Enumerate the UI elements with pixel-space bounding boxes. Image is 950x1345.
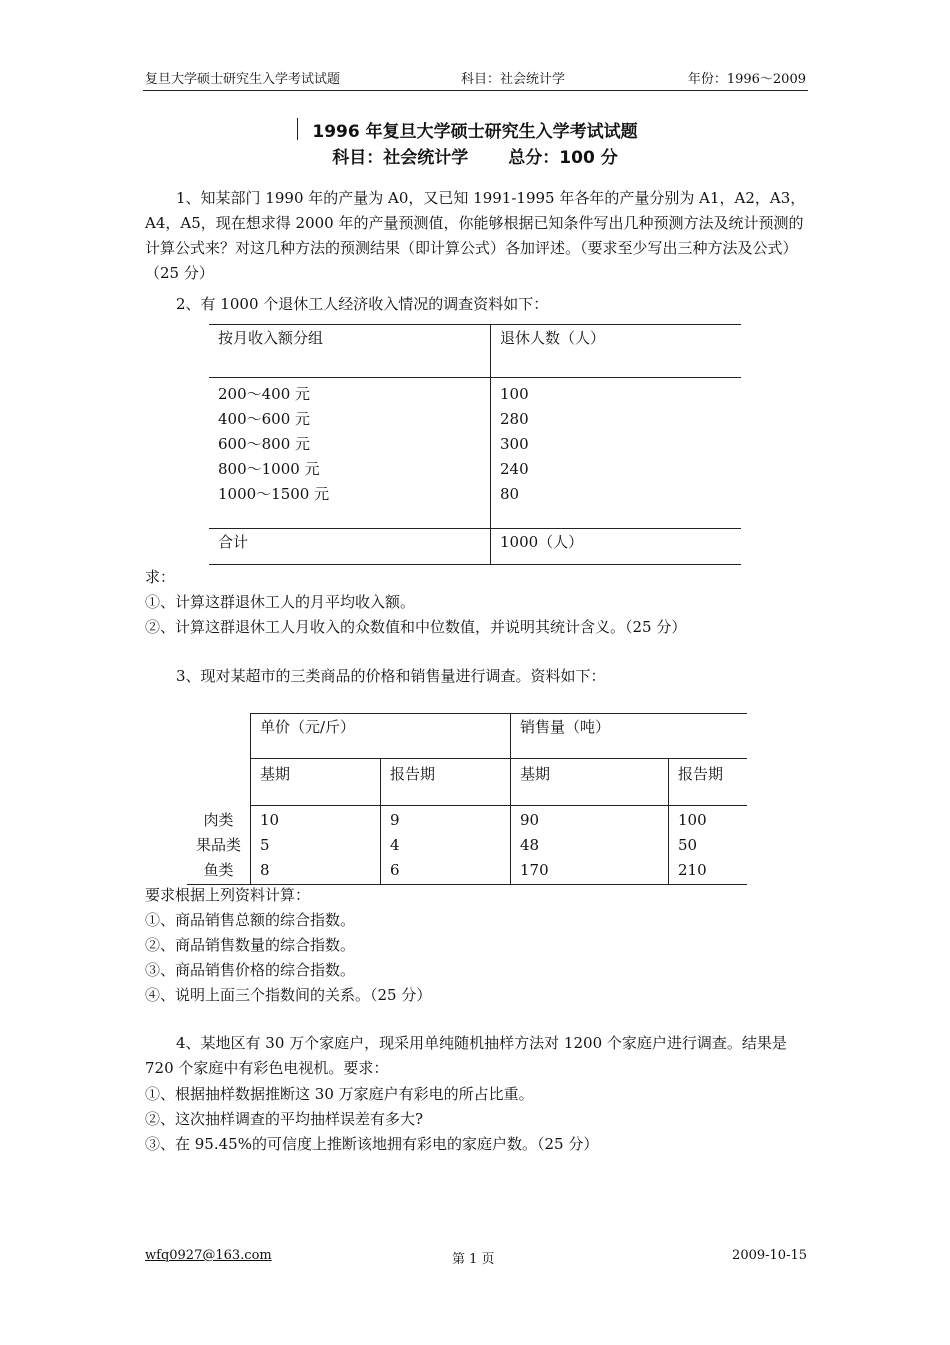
total-value: 1000（人） (491, 529, 742, 565)
corner-cell (187, 759, 251, 806)
income-group: 200～400 元 (218, 385, 311, 403)
question-3-item-2: ②、商品销售数量的综合指数。 (145, 936, 356, 954)
category: 果品类 (195, 835, 241, 854)
retiree-count: 280 (500, 410, 529, 428)
price-base-header: 基期 (251, 759, 381, 806)
footer-email[interactable]: wfq0927@163.com (145, 1248, 272, 1263)
income-table (209, 324, 741, 565)
volume-report-header: 报告期 (669, 759, 748, 806)
page-header (143, 66, 808, 91)
question-3-item-4: ④、说明上面三个指数间的关系。（25 分） (145, 986, 432, 1004)
price-base-value: 8 (260, 861, 270, 879)
question-4-item-3: ③、在 95.45%的可信度上推断该地拥有彩电的家庭户数。（25 分） (145, 1135, 599, 1153)
volume-base-header: 基期 (511, 759, 669, 806)
corner-cell (187, 714, 251, 759)
retiree-counts-cell (491, 378, 742, 529)
category: 肉类 (203, 810, 234, 829)
question-3-item-1: ①、商品销售总额的综合指数。 (145, 911, 356, 929)
volume-base-value: 90 (520, 811, 540, 829)
header-subject: 科目：社会统计学 (461, 72, 566, 87)
volume-header: 销售量（吨） (511, 714, 748, 759)
volume-base-value: 48 (520, 836, 540, 854)
volume-report-cell (669, 806, 748, 885)
volume-base-value: 170 (520, 861, 549, 879)
price-base-value: 5 (260, 836, 270, 854)
question-2-ask: 求： (145, 568, 176, 586)
price-base-value: 10 (260, 811, 280, 829)
volume-report-value: 100 (678, 811, 707, 829)
income-groups-cell (209, 378, 491, 529)
question-4-item-2: ②、这次抽样调查的平均抽样误差有多大? (145, 1110, 424, 1128)
price-base-cell (251, 806, 381, 885)
income-group: 1000～1500 元 (218, 485, 330, 503)
retiree-count-header: 退休人数（人） (491, 325, 742, 378)
exam-subtitle (0, 143, 950, 168)
retiree-count: 80 (500, 485, 520, 503)
question-3-item-3: ③、商品销售价格的综合指数。 (145, 961, 356, 979)
subject-label: 科目：社会统计学 (332, 148, 469, 168)
header-school: 复旦大学硕士研究生入学考试试题 (145, 72, 341, 87)
income-group: 800～1000 元 (218, 460, 320, 478)
footer-page-number: 第 1 页 (452, 1252, 495, 1267)
income-group: 600～800 元 (218, 435, 311, 453)
header-years: 年份：1996～2009 (687, 72, 806, 87)
price-report-value: 9 (390, 811, 400, 829)
total-score: 总分：100 分 (508, 148, 618, 168)
total-label: 合计 (209, 529, 491, 565)
category-cell (187, 806, 251, 885)
price-report-value: 4 (390, 836, 400, 854)
footer-date: 2009-10-15 (732, 1248, 807, 1263)
volume-base-cell (511, 806, 669, 885)
question-3-ask: 要求根据上列资料计算： (145, 886, 311, 904)
volume-report-value: 50 (678, 836, 698, 854)
retiree-count: 300 (500, 435, 529, 453)
category: 鱼类 (203, 860, 234, 879)
price-header: 单价（元/斤） (251, 714, 511, 759)
question-4: 4、某地区有 30 万个家庭户，现采用单纯随机抽样方法对 1200 个家庭户进行调查。结果是 720 个家庭中有彩色电视机。要求： (145, 1034, 787, 1077)
volume-report-value: 210 (678, 861, 707, 879)
income-group-header: 按月收入额分组 (209, 325, 491, 378)
retiree-count: 240 (500, 460, 529, 478)
income-group: 400～600 元 (218, 410, 311, 428)
price-report-value: 6 (390, 861, 400, 879)
retiree-count: 100 (500, 385, 529, 403)
price-report-cell (381, 806, 511, 885)
price-volume-table (187, 713, 747, 885)
question-2-item-1: ①、计算这群退休工人的月平均收入额。 (145, 593, 416, 611)
question-3-intro: 3、现对某超市的三类商品的价格和销售量进行调查。资料如下： (176, 667, 606, 685)
question-4-item-1: ①、根据抽样数据推断这 30 万家庭户有彩电的所占比重。 (145, 1085, 534, 1103)
question-2-intro: 2、有 1000 个退休工人经济收入情况的调查资料如下： (176, 295, 549, 313)
exam-title: 1996 年复旦大学硕士研究生入学考试试题 (312, 122, 638, 142)
question-2-item-2: ②、计算这群退休工人月收入的众数值和中位数值，并说明其统计含义。（25 分） (145, 618, 687, 636)
question-1: 1、知某部门 1990 年的产量为 A0，又已知 1991-1995 年各年的产量分别为 A1，A2，A3，A4，A5，现在想求得 2000 年的产量预测值，你能够根据已知条件写出几种预测方法及统计预测的计算公式来？对这几种方法的预测结果（即计算公式）各加评述。（要求至少写出三种方法及公式） （25 分） (145, 189, 806, 282)
price-report-header: 报告期 (381, 759, 511, 806)
